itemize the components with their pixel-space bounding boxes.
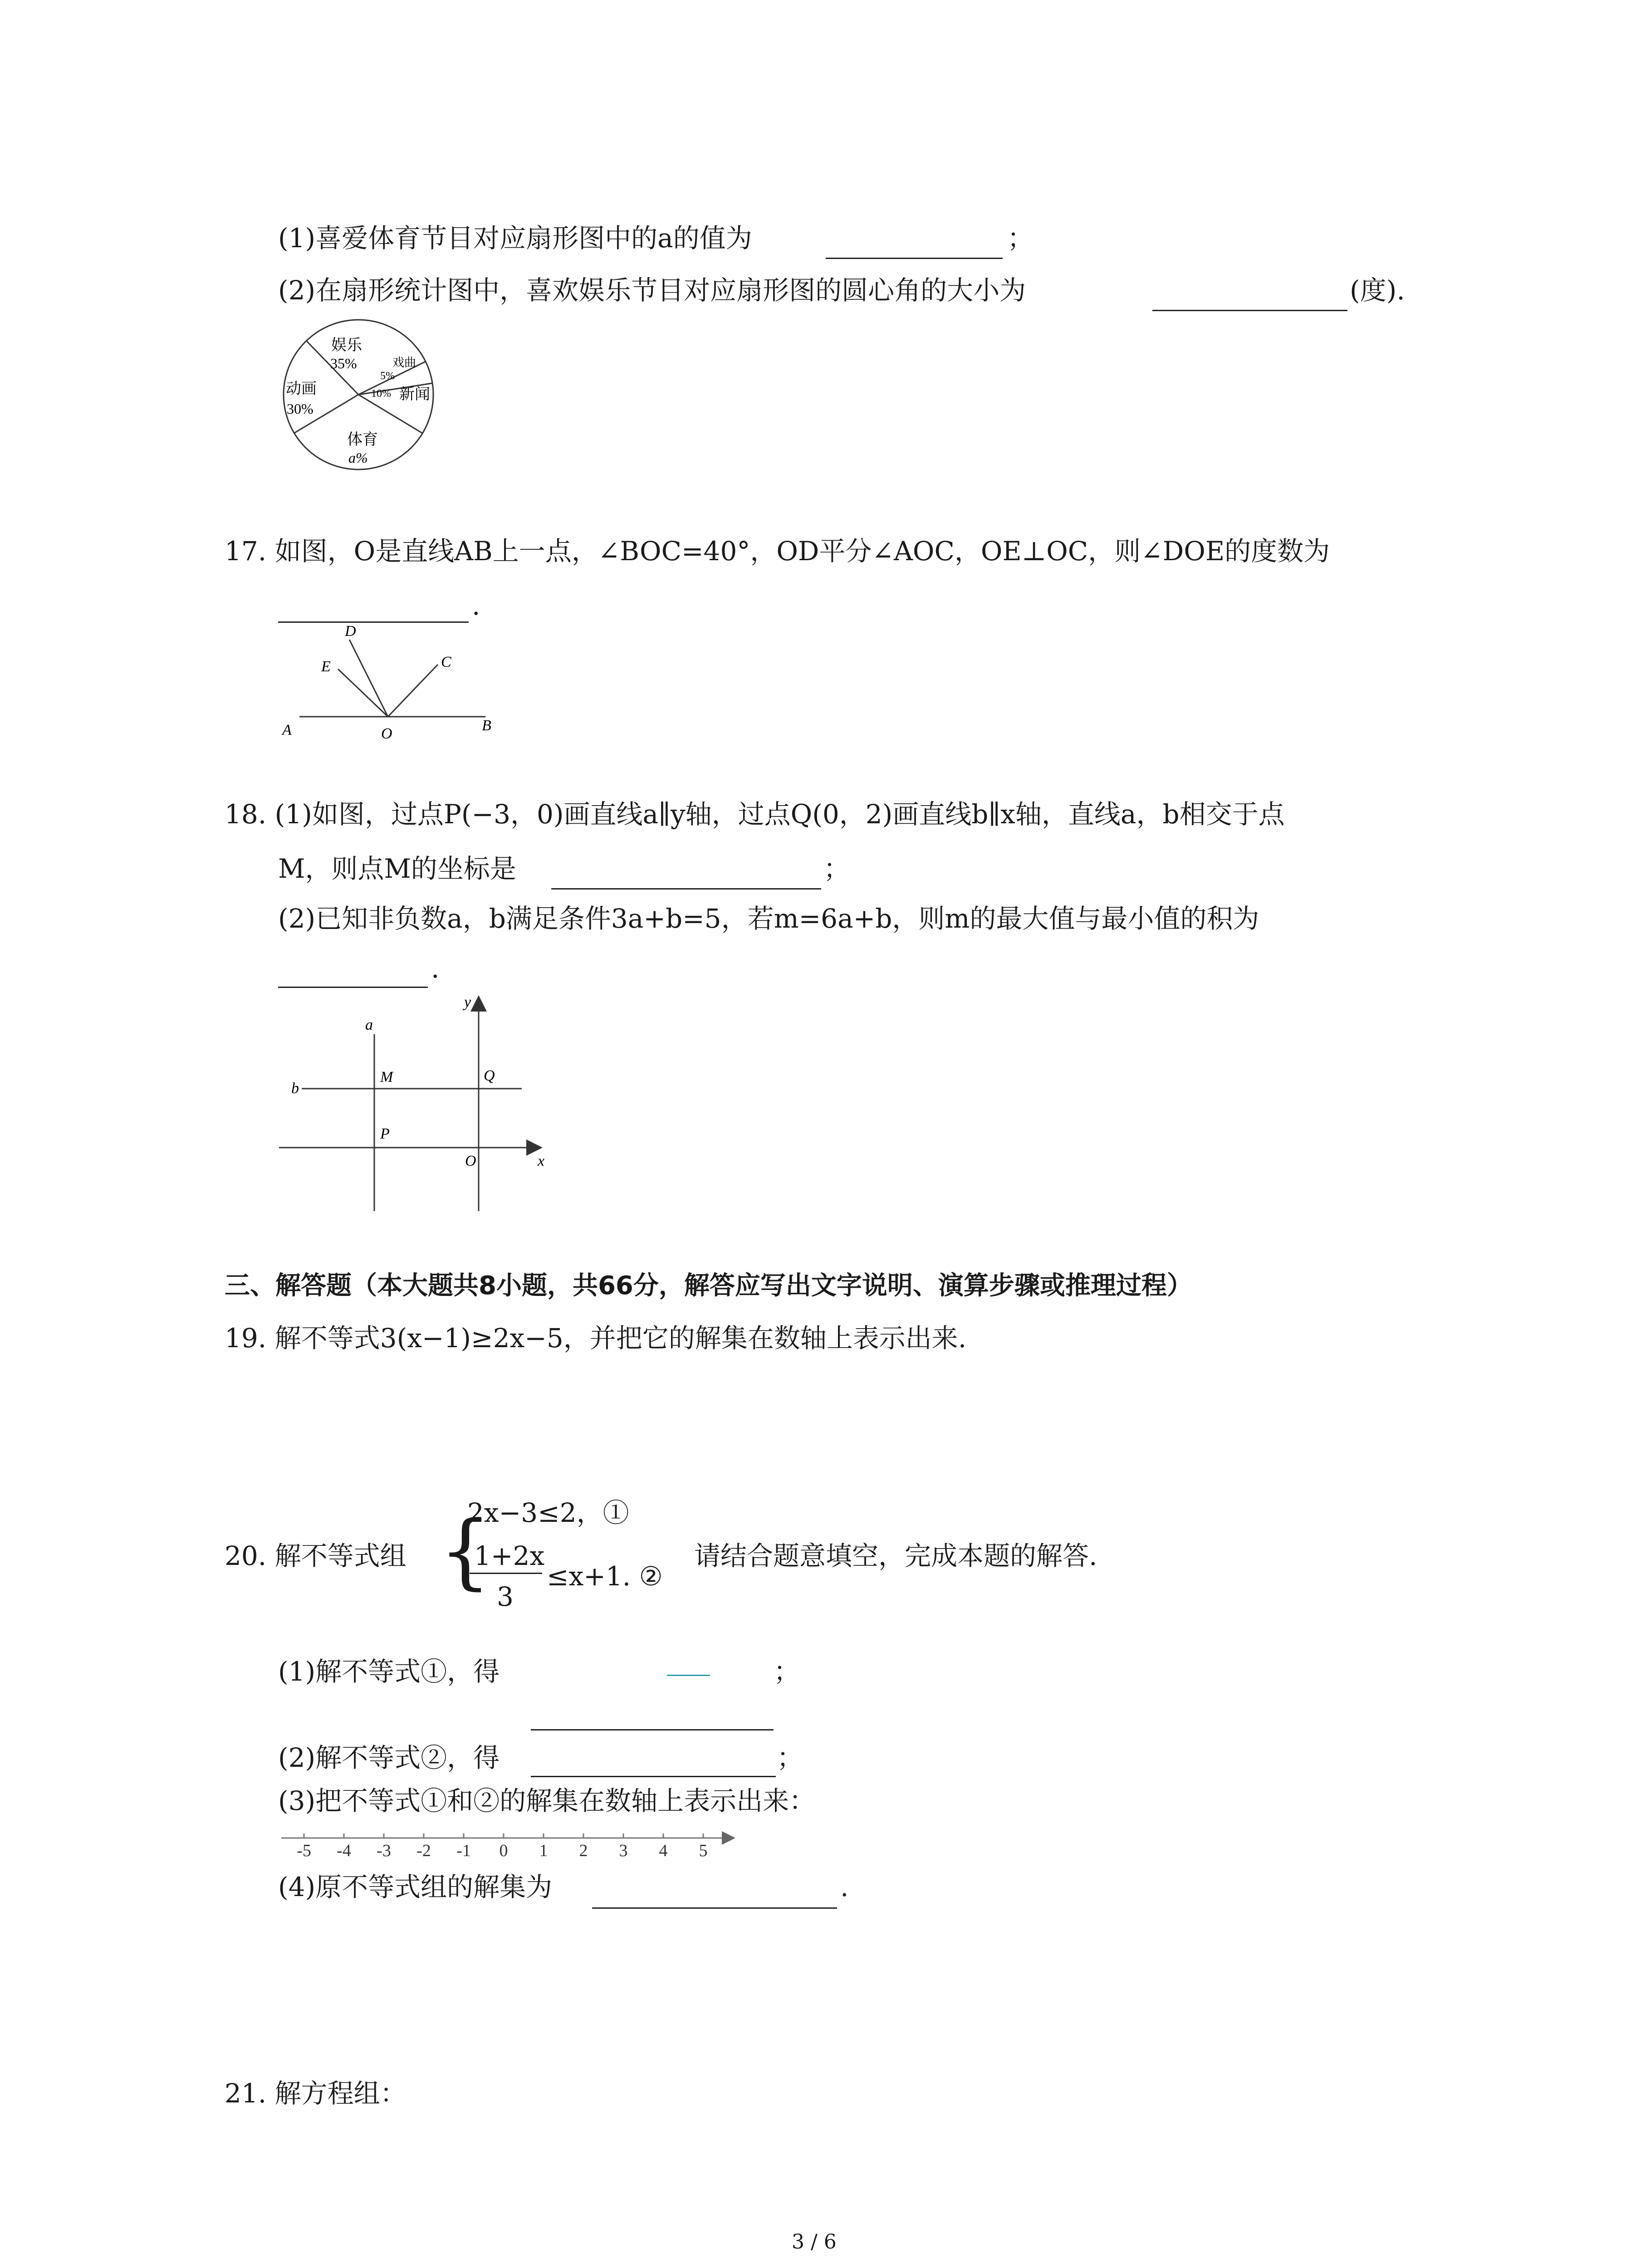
pie-label-animation: 动画 — [286, 381, 317, 397]
q20-eq1: 2x−3≤2，① — [467, 1497, 629, 1528]
number-line — [279, 1828, 742, 1869]
q20-lead: 20. 解不等式组 — [225, 1540, 407, 1571]
section3-heading: 三、解答题（本大题共8小题，共66分，解答应写出文字说明、演算步骤或推理过程） — [225, 1271, 1192, 1300]
q16-part1-end: ； — [1007, 223, 1034, 254]
number-line-tick-label: 0 — [499, 1841, 508, 1860]
q21-text: 21. 解方程组： — [225, 2078, 407, 2109]
number-line-tick-label: -2 — [416, 1841, 431, 1860]
label-a: a — [365, 1017, 373, 1033]
number-line-tick-label: -1 — [456, 1841, 471, 1860]
q20-eq2-den: 3 — [497, 1581, 514, 1612]
q18-line2-end: ； — [823, 853, 850, 884]
label-Q: Q — [484, 1067, 495, 1084]
pie-pct-opera: 5% — [380, 370, 395, 382]
q20-teal-mark — [667, 1675, 710, 1676]
q20-part1-end: ； — [774, 1656, 800, 1687]
q18-line3: (2)已知非负数a，b满足条件3a+b=5，若m=6a+b，则m的最大值与最小值的积为 — [278, 903, 1259, 934]
pie-label-news: 新闻 — [399, 386, 430, 403]
label-A: A — [282, 722, 292, 738]
label-x: x — [538, 1153, 545, 1169]
q17-end: . — [472, 590, 480, 621]
label-D: D — [345, 623, 356, 640]
q20-eq2-rest: ≤x+1. ② — [547, 1561, 663, 1592]
q20-part1: (1)解不等式①，得 — [278, 1656, 500, 1687]
q20-part2: (2)解不等式②，得 — [278, 1742, 500, 1773]
pie-pct-entertainment: 35% — [330, 355, 357, 371]
number-line-tick-label: -4 — [337, 1841, 351, 1860]
q18-end: . — [431, 953, 440, 984]
q18-line1: 18. (1)如图，过点P(−3，0)画直线a∥y轴，过点Q(0，2)画直线b∥x轴，直线a，b相交于点 — [225, 799, 1285, 830]
label-O2: O — [465, 1153, 476, 1169]
pie-label-sports: 体育 — [347, 431, 378, 448]
pie-pct-animation: 30% — [287, 401, 314, 417]
q20-eq2-num: 1+2x — [474, 1540, 545, 1571]
q20-part4-end: . — [840, 1872, 849, 1902]
q16-part2: (2)在扇形统计图中，喜欢娱乐节目对应扇形图的圆心角的大小为 — [278, 275, 1026, 306]
q18-line2: M，则点M的坐标是 — [278, 853, 516, 884]
pie-pct-sports: a% — [348, 450, 368, 466]
label-y: y — [464, 994, 471, 1011]
q16-answer-blank-2[interactable] — [1152, 310, 1347, 311]
label-b: b — [291, 1080, 299, 1097]
q20-answer-blank-2[interactable] — [531, 1776, 776, 1777]
number-line-tick-label: -3 — [377, 1841, 391, 1860]
q20-answer-blank-4[interactable] — [592, 1907, 837, 1909]
q20-answer-blank-1[interactable] — [531, 1729, 774, 1730]
number-line-tick-label: 5 — [699, 1841, 708, 1860]
number-line-tick-label: 3 — [619, 1841, 628, 1860]
q20-part3: (3)把不等式①和②的解集在数轴上表示出来： — [278, 1785, 816, 1816]
q16-part1: (1)喜爱体育节目对应扇形图中的a的值为 — [278, 223, 752, 254]
pie-label-entertainment: 娱乐 — [331, 337, 362, 354]
page-number: 3 / 6 — [792, 2230, 837, 2253]
label-C: C — [441, 654, 451, 670]
label-P: P — [380, 1125, 390, 1142]
pie-chart-figure — [272, 313, 463, 476]
q20-part4: (4)原不等式组的解集为 — [278, 1872, 553, 1902]
label-E: E — [321, 658, 331, 675]
number-line-tick-label: 4 — [659, 1841, 668, 1860]
label-O: O — [381, 725, 392, 742]
number-line-tick-label: -5 — [297, 1841, 311, 1860]
q20-part2-end: ； — [777, 1742, 803, 1773]
pie-label-opera: 戏曲 — [392, 356, 416, 369]
q16-part2-end: (度). — [1350, 275, 1405, 306]
coordinate-figure-q18 — [272, 984, 567, 1220]
q17-text: 17. 如图，O是直线AB上一点，∠BOC=40°，OD平分∠AOC，OE⊥OC，则∠DOE的度数为 — [225, 536, 1330, 567]
q16-answer-blank-1[interactable] — [826, 258, 1003, 259]
label-B: B — [482, 717, 491, 734]
q18-answer-blank-1[interactable] — [551, 888, 821, 890]
q20-tail: 请结合题意填空，完成本题的解答. — [694, 1540, 1097, 1571]
q19-text: 19. 解不等式3(x−1)≥2x−5，并把它的解集在数轴上表示出来. — [225, 1323, 967, 1354]
pie-pct-news: 10% — [371, 388, 391, 400]
label-M: M — [380, 1069, 393, 1085]
q20-brace: { — [439, 1504, 491, 1598]
angle-figure-q17 — [272, 621, 508, 744]
number-line-tick-label: 2 — [579, 1841, 588, 1860]
q20-fraction-bar — [470, 1573, 542, 1574]
number-line-tick-label: 1 — [539, 1841, 548, 1860]
